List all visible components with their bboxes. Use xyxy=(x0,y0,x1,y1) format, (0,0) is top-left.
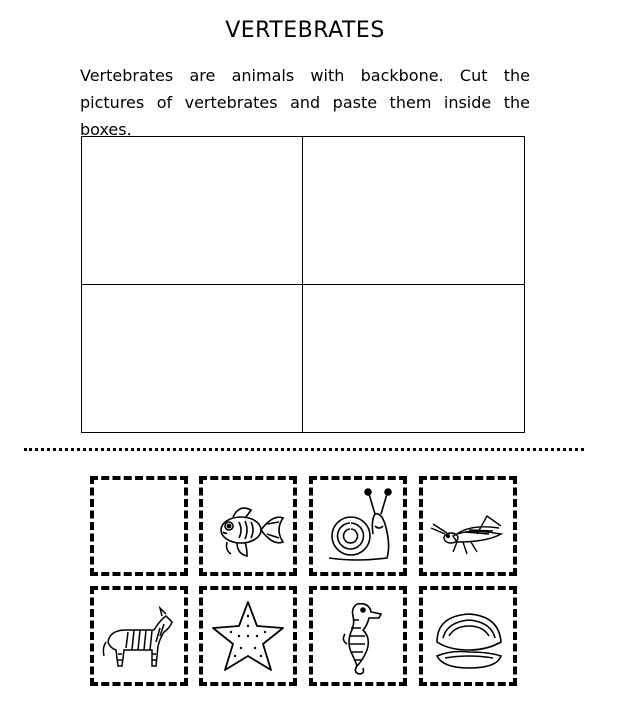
cut-card-seahorse[interactable] xyxy=(309,586,407,686)
cut-card-goldfish[interactable] xyxy=(199,476,297,576)
cut-card-zebra[interactable] xyxy=(90,586,188,686)
zebra-icon xyxy=(98,594,180,678)
paste-grid xyxy=(81,136,525,433)
seahorse-icon xyxy=(317,594,399,678)
mussel-icon xyxy=(427,594,509,678)
paste-box-2[interactable] xyxy=(303,137,524,285)
worksheet-instructions: Vertebrates are animals with backbone. Cut the pictures of vertebrates and paste them inside the boxes. xyxy=(80,66,530,139)
grasshopper-icon xyxy=(427,484,509,568)
starfish-icon xyxy=(207,594,289,678)
paste-box-1[interactable] xyxy=(82,137,303,285)
cut-card-empty[interactable] xyxy=(90,476,188,576)
snail-icon xyxy=(317,484,399,568)
worksheet-title: VERTEBRATES xyxy=(225,18,385,43)
cut-card-starfish[interactable] xyxy=(199,586,297,686)
goldfish-icon xyxy=(207,484,289,568)
cut-line-dotted xyxy=(24,448,584,451)
paste-box-4[interactable] xyxy=(303,285,524,433)
cut-card-snail[interactable] xyxy=(309,476,407,576)
paste-box-3[interactable] xyxy=(82,285,303,433)
cut-card-mussel[interactable] xyxy=(419,586,517,686)
cut-card-grasshopper[interactable] xyxy=(419,476,517,576)
